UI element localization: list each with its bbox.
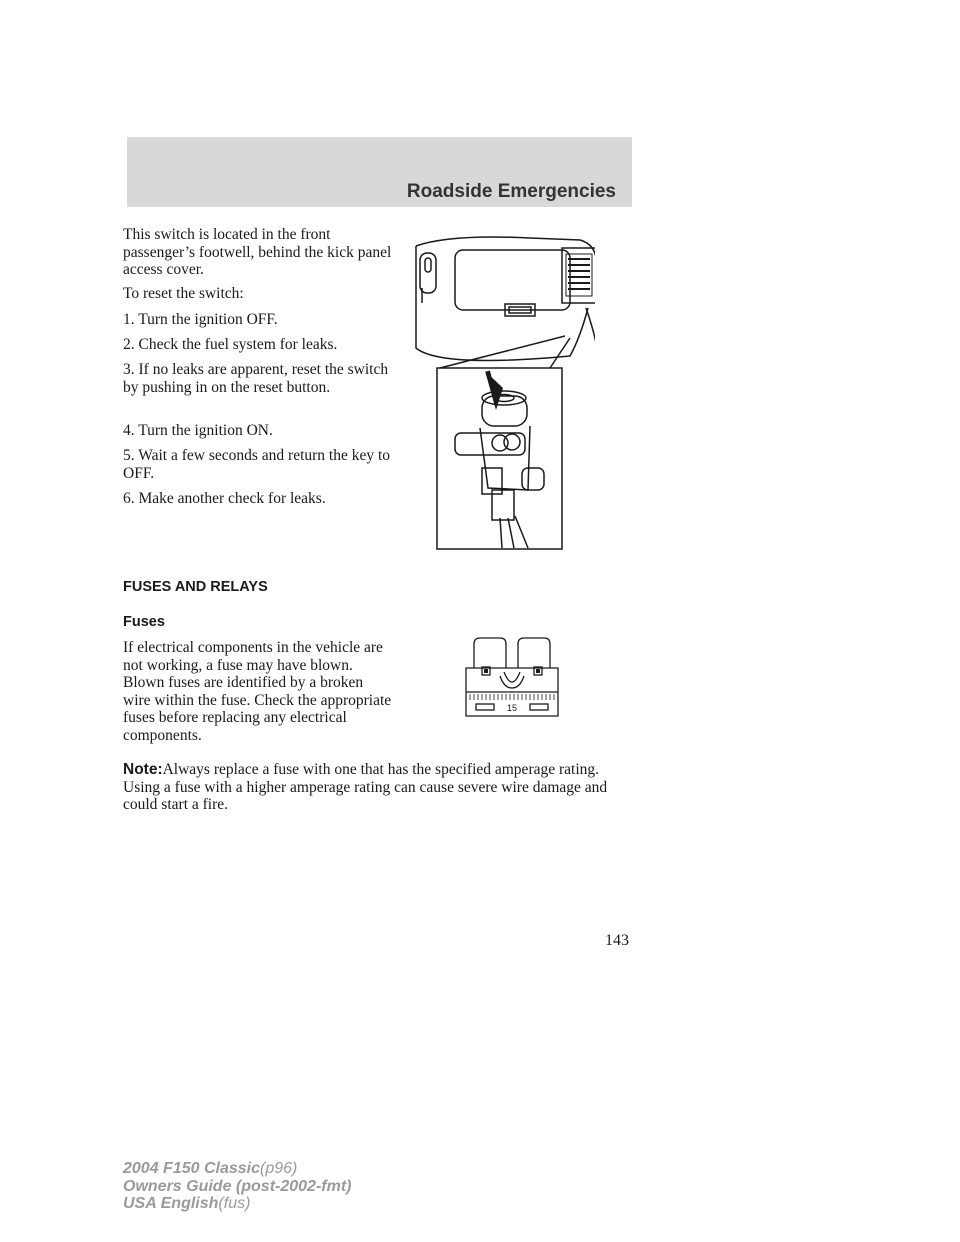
page-number: 143	[605, 932, 629, 949]
page-title: Roadside Emergencies	[406, 181, 616, 202]
footer-language: USA English	[123, 1195, 219, 1212]
step-6: 6. Make another check for leaks.	[123, 490, 326, 507]
step-3: 3. If no leaks are apparent, reset the switch by pushing in on the reset button.	[123, 361, 389, 396]
note-label: Note:	[123, 761, 163, 778]
footer-language-code: (fus)	[218, 1195, 251, 1212]
reset-intro: To reset the switch:	[123, 285, 244, 302]
footer-model: 2004 F150 Classic	[123, 1160, 260, 1177]
note-paragraph	[123, 761, 633, 814]
footer-guide: Owners Guide (post-2002-fmt)	[123, 1177, 352, 1195]
step-4: 4. Turn the ignition ON.	[123, 422, 273, 439]
header-band	[127, 137, 632, 207]
footer-model-code: (p96)	[260, 1160, 298, 1177]
step-5: 5. Wait a few seconds and return the key to OFF.	[123, 447, 391, 482]
inertia-switch-illustration	[410, 228, 595, 553]
note-text: Always replace a fuse with one that has the specified amperage rating. Using a fuse with a higher amperage rating can cause severe wire damage and could start a fire.	[123, 761, 608, 814]
step-1: 1. Turn the ignition OFF.	[123, 311, 278, 328]
step-2: 2. Check the fuel system for leaks.	[123, 336, 338, 353]
fuses-paragraph: If electrical components in the vehicle are not working, a fuse may have blown. Blown fuses are identified by a broken wire within the fuse. Check the appropriate fuses before replacing any electrical components.	[123, 639, 392, 744]
fuse-illustration	[464, 636, 560, 720]
section-heading: FUSES AND RELAYS	[123, 579, 268, 595]
intro-paragraph: This switch is located in the front passenger’s footwell, behind the kick panel access cover.	[123, 226, 392, 279]
subheading: Fuses	[123, 614, 165, 630]
fuse-rating-label: 15	[506, 703, 518, 713]
footer	[123, 1160, 351, 1213]
